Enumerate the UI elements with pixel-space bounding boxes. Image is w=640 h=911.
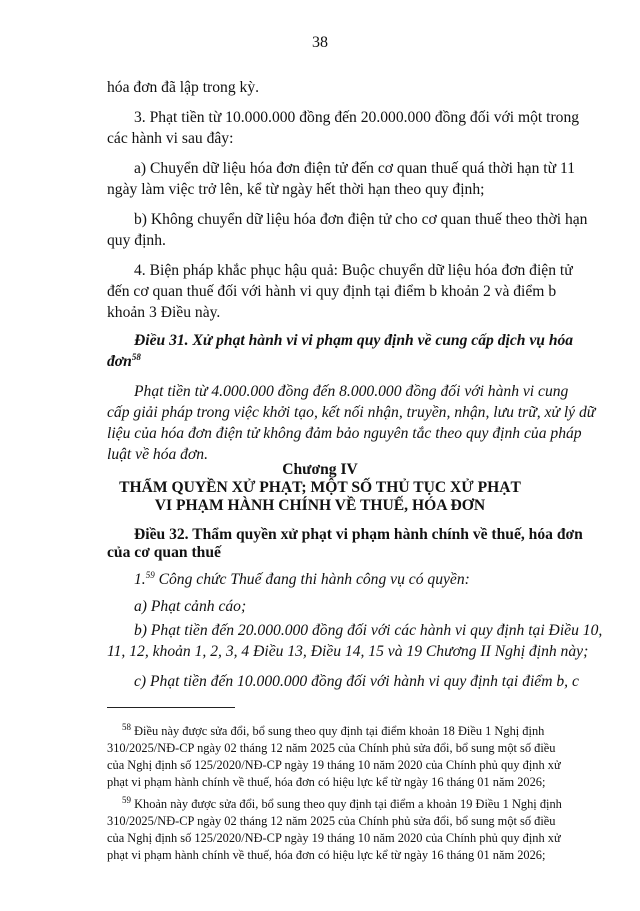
footnote-59-line: 310/2025/NĐ-CP ngày 02 tháng 12 năm 2025 của Chính phủ sửa đổi, bổ sung một số điều	[107, 814, 556, 828]
chapter-heading-line: THẨM QUYỀN XỬ PHẠT; MỘT SỐ THỦ TỤC XỬ PHẠT	[119, 479, 521, 496]
article-32-clause-1: 1.59 Công chức Thuế đang thi hành công vụ có quyền:	[134, 569, 470, 588]
clause-3-line: 3. Phạt tiền từ 10.000.000 đồng đến 20.000.000 đồng đối với một trong	[134, 109, 580, 126]
footnote-59-line: của Nghị định số 125/2020/NĐ-CP ngày 19 tháng 10 năm 2020 của Chính phủ quy định xử	[107, 831, 561, 845]
page-number: 38	[312, 34, 328, 51]
article-32-point-c: c) Phạt tiền đến 10.000.000 đồng đối với hành vi quy định tại điểm b, c	[134, 673, 579, 690]
footnote-58-line: phạt vi phạm hành chính về thuế, hóa đơn có hiệu lực kể từ ngày 16 tháng 01 năm 2026;	[107, 775, 546, 789]
footnote-ref-58: 58	[131, 351, 141, 362]
footnote-58: $^{58}$ Điều này được sửa đổi, bổ sung theo quy định tại điểm khoản 18 Điều 1 Nghị định	[122, 721, 545, 738]
footnote-58-line: của Nghị định số 125/2020/NĐ-CP ngày 19 tháng 10 năm 2020 của Chính phủ quy định xử	[107, 758, 561, 772]
article-31-body-line: liệu của hóa đơn điện tử không đảm bảo nguyên tắc theo quy định của pháp	[107, 425, 582, 442]
clause-3-line: các hành vi sau đây:	[107, 130, 234, 147]
point-b-line: b) Không chuyển dữ liệu hóa đơn điện tử cho cơ quan thuế theo thời hạn	[134, 211, 588, 228]
article-31-body-line: Phạt tiền từ 4.000.000 đồng đến 8.000.000 đồng đối với hành vi cung	[134, 383, 569, 400]
chapter-title: Chương IV	[282, 461, 358, 478]
article-31-body-line: luật về hóa đơn.	[107, 446, 209, 463]
footnote-separator	[107, 707, 235, 708]
chapter-heading-line: VI PHẠM HÀNH CHÍNH VỀ THUẾ, HÓA ĐƠN	[154, 497, 486, 514]
footnote-59: $^{59}$ Khoản này được sửa đổi, bổ sung theo quy định tại điểm a khoản 19 Điều 1 Nghị định	[122, 794, 562, 811]
clause-4-line: đến cơ quan thuế đối với hành vi quy định tại điểm b khoản 2 và điểm b	[107, 283, 557, 300]
article-31-heading: Điều 31. Xử phạt hành vi vi phạm quy định về cung cấp dịch vụ hóa	[134, 332, 574, 349]
article-32-heading-cont: của cơ quan thuế	[107, 544, 221, 561]
clause-4-line: 4. Biện pháp khắc phục hậu quả: Buộc chuyển dữ liệu hóa đơn điện tử	[134, 262, 573, 279]
article-32-heading: Điều 32. Thẩm quyền xử phạt vi phạm hành chính về thuế, hóa đơn	[134, 526, 583, 543]
article-31-heading-cont: đơn$^{58}$	[107, 351, 141, 370]
article-32-point-b: b) Phạt tiền đến 20.000.000 đồng đối với các hành vi quy định tại Điều 10,	[134, 622, 603, 639]
footnote-59-line: phạt vi phạm hành chính về thuế, hóa đơn có hiệu lực kể từ ngày 16 tháng 01 năm 2026;	[107, 848, 546, 862]
clause-4-line: khoản 3 Điều này.	[107, 304, 221, 321]
footnote-58-line: 310/2025/NĐ-CP ngày 02 tháng 12 năm 2025 của Chính phủ sửa đổi, bổ sung một số điều	[107, 741, 556, 755]
footnote-ref-59: 59	[145, 569, 155, 580]
article-31-body-line: cấp giải pháp trong việc khởi tạo, kết nối nhận, truyền, nhận, lưu trữ, xử lý dữ	[107, 404, 596, 421]
point-a-line: a) Chuyển dữ liệu hóa đơn điện tử đến cơ quan thuế quá thời hạn từ 11	[134, 160, 575, 177]
point-a-line: ngày làm việc trở lên, kể từ ngày hết thời hạn theo quy định;	[107, 181, 485, 198]
paragraph-line: hóa đơn đã lập trong kỳ.	[107, 79, 260, 96]
article-32-point-a: a) Phạt cảnh cáo;	[134, 598, 247, 615]
point-b-line: quy định.	[107, 232, 166, 249]
article-32-point-b-cont: 11, 12, khoản 1, 2, 3, 4 Điều 13, Điều 14, 15 và 19 Chương II Nghị định này;	[107, 643, 589, 660]
